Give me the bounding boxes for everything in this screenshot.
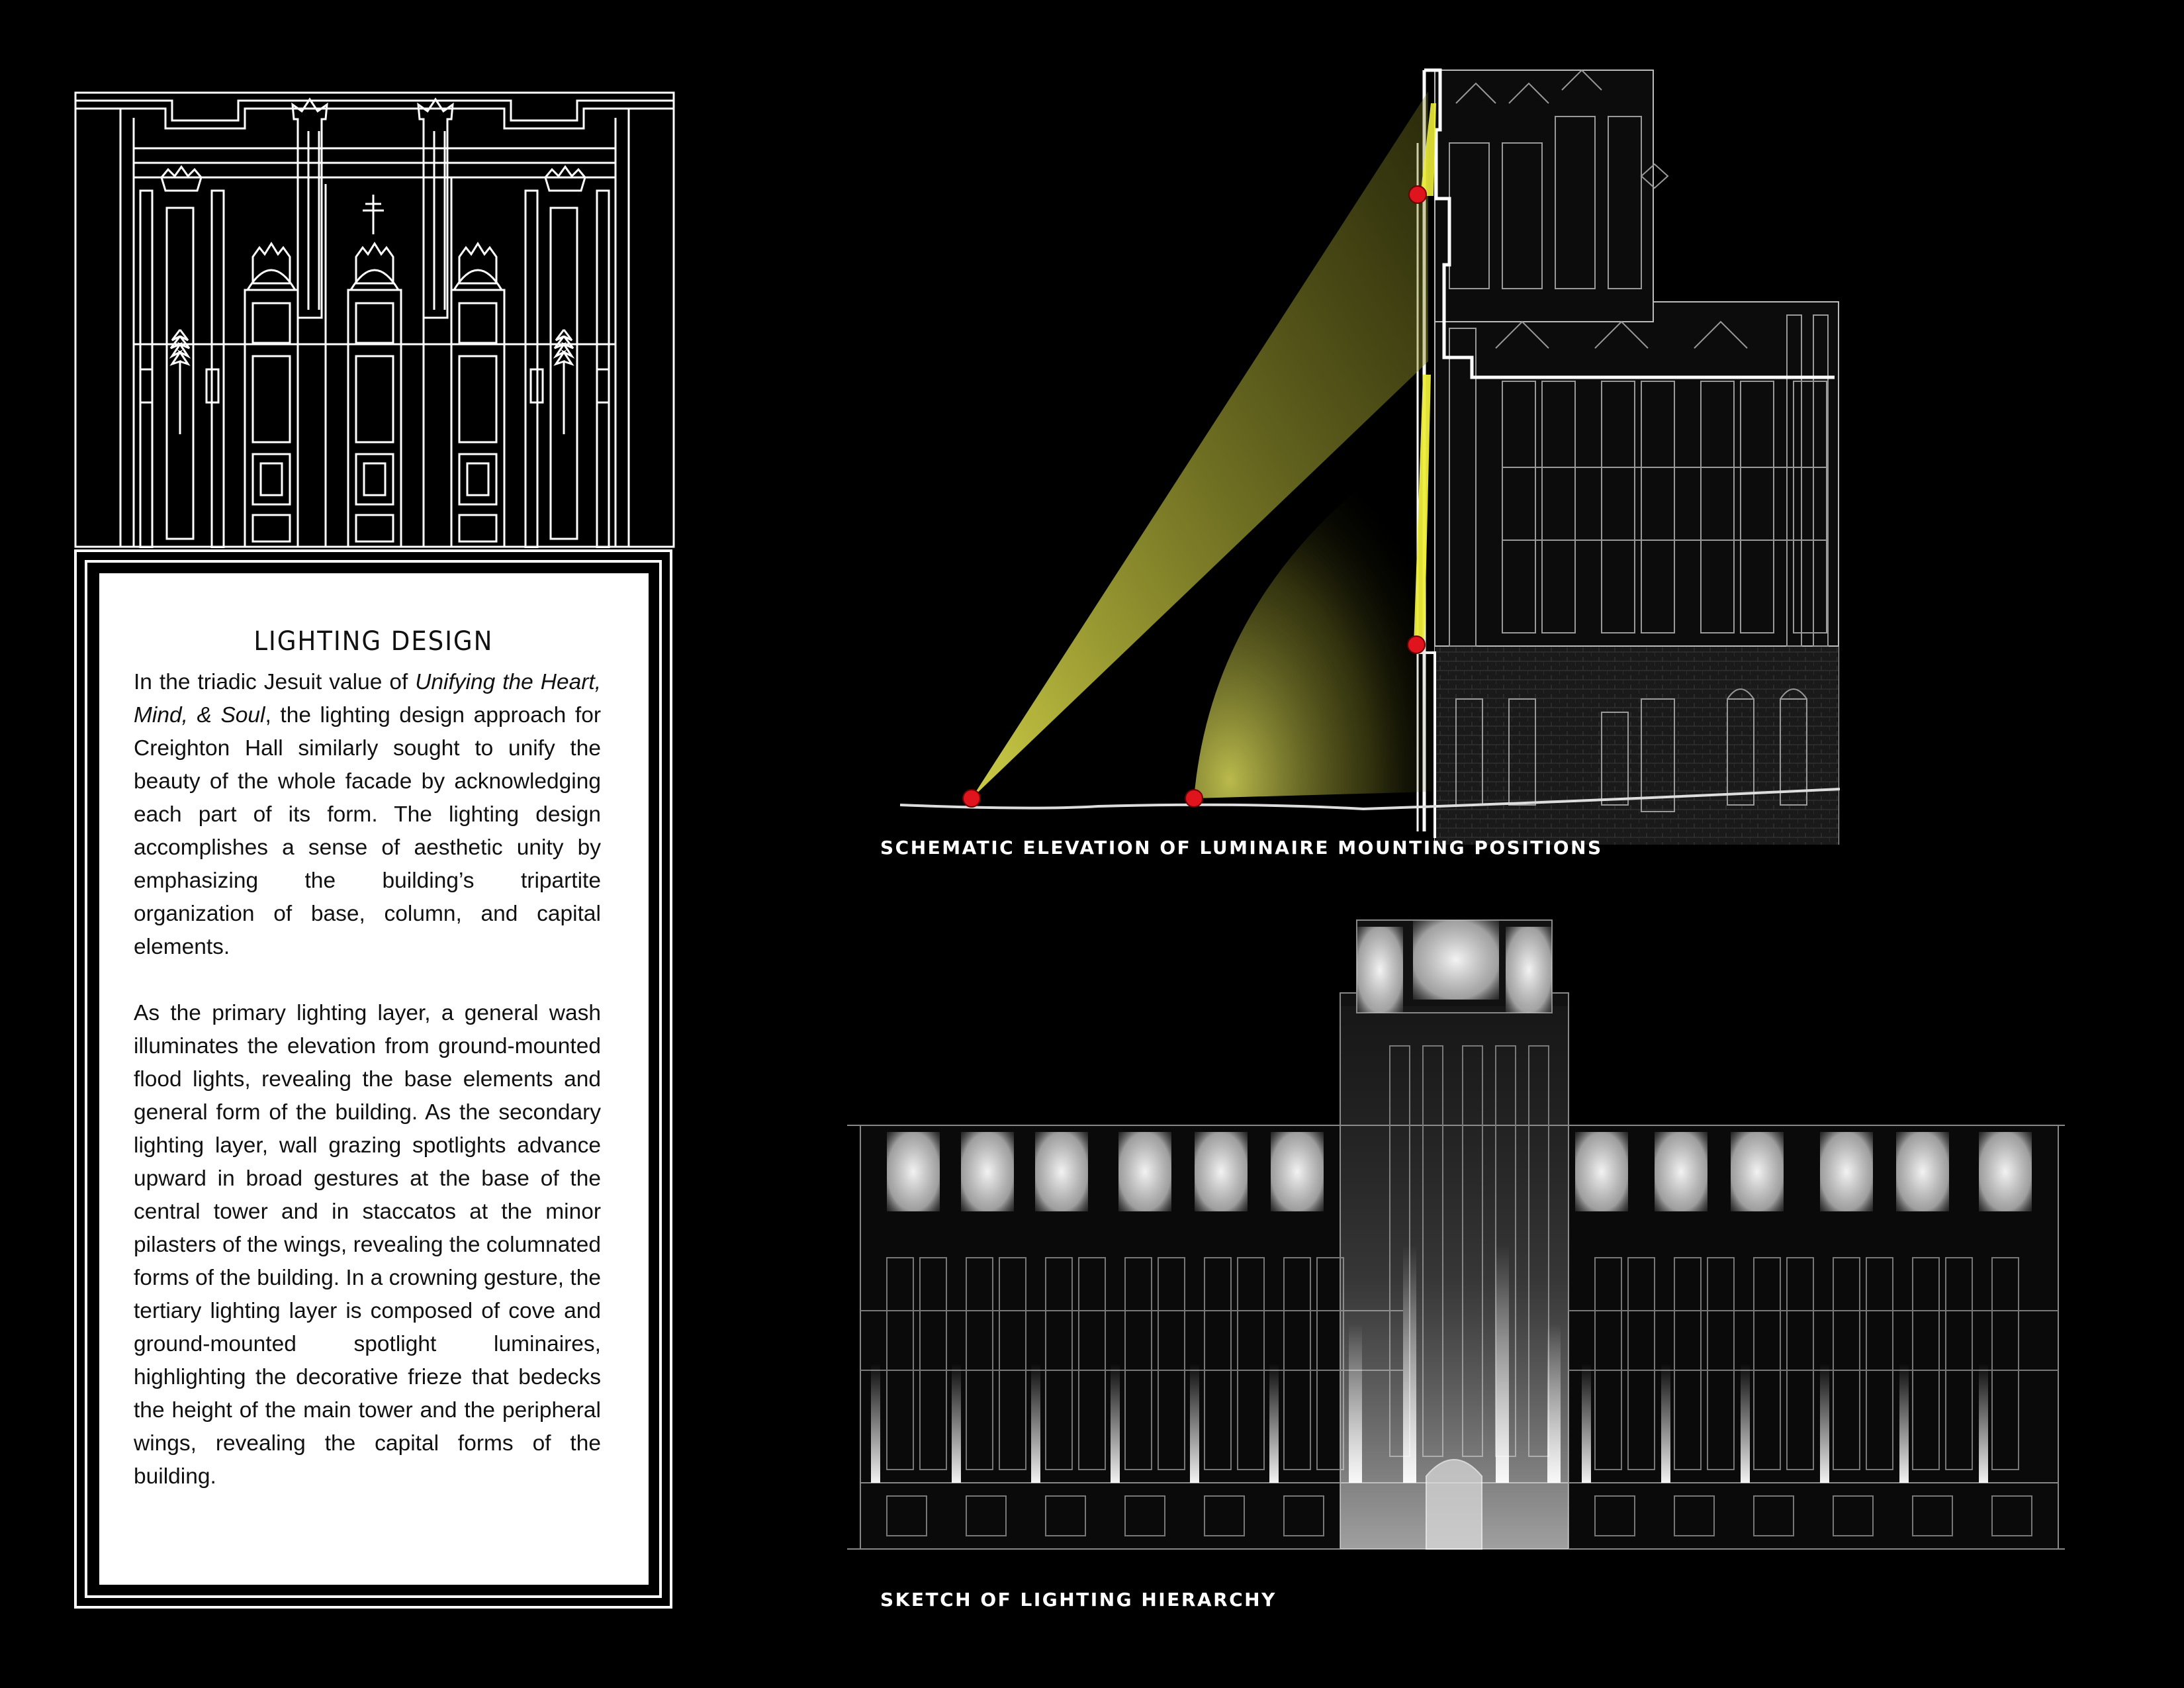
luminaire-dot-3 bbox=[1408, 636, 1425, 653]
panel-paragraph-2: As the primary lighting layer, a general wash illuminates the elevation from ground-mounted flood lights, revealing the base elements and general form of the building. As the secondary lighting layer, wall grazing spotlights advance upward in broad gestures at the base of the central tower and in staccatos at the minor pilasters of the wings, revealing the columnated forms of the building. In a crowning gesture, the tertiary lighting layer is composed of cove and ground-mounted spotlight luminaires, highlighting the decorative frieze that bedecks the height of the main tower and the peripheral wings, revealing the capital forms of the building. bbox=[134, 1001, 601, 1489]
sketch-caption: SKETCH OF LIGHTING HIERARCHY bbox=[880, 1589, 1277, 1611]
lighting-hierarchy-sketch bbox=[807, 914, 2065, 1615]
panel-paragraph-1 bbox=[134, 666, 601, 964]
ornamental-facade-drawing bbox=[74, 91, 675, 548]
building-elevation bbox=[1416, 70, 1839, 845]
p1-after: , the lighting design approach for Creighton Hall similarly sought to unify the beauty of the whole facade by acknowledging each part of its form. The lighting design accomplishes a sense of aesthetic unity by emphasizing the building’s tripartite organization of base, column, and capital elements. bbox=[134, 703, 601, 959]
schematic-elevation-figure bbox=[860, 64, 1866, 845]
p1-italic: Unifying the Heart, Mind, & Soul bbox=[134, 670, 601, 727]
luminaire-dot-2 bbox=[1185, 790, 1203, 807]
lighting-design-panel bbox=[99, 573, 649, 1585]
luminaire-dot-4 bbox=[1409, 186, 1426, 203]
panel-title: LIGHTING DESIGN bbox=[253, 626, 494, 657]
p1-before: In the triadic Jesuit value of bbox=[134, 670, 416, 694]
elevation-caption: SCHEMATIC ELEVATION OF LUMINAIRE MOUNTING POSITIONS bbox=[880, 837, 1603, 859]
luminaire-dot-1 bbox=[963, 790, 980, 807]
